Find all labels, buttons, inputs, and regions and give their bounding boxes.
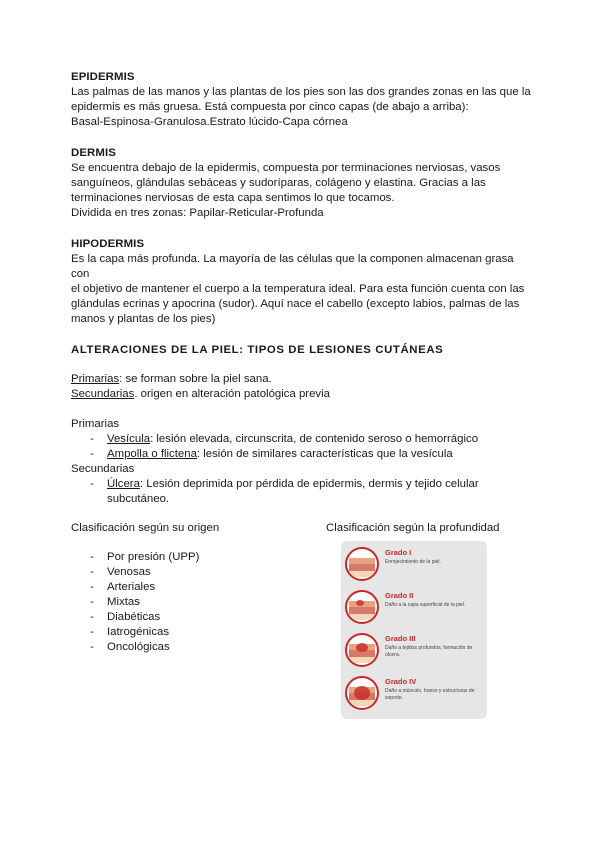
list-item bbox=[71, 447, 531, 462]
heading-epidermis: EPIDERMIS bbox=[71, 71, 135, 83]
classification-columns bbox=[71, 521, 531, 731]
list-item: - Iatrogénicas bbox=[71, 625, 301, 640]
grade-title: Grado III bbox=[385, 634, 416, 643]
skin-illustration-icon bbox=[345, 676, 379, 710]
paragraph-line: glándulas ecrinas y apocrina (sudor). Aquí nace el cabello (excepto labios, palmas de las bbox=[71, 298, 520, 310]
paragraph-line: epidermis es más gruesa. Está compuesta por cinco capas (de abajo a arriba): bbox=[71, 101, 469, 113]
list-item: - Venosas bbox=[71, 565, 301, 580]
heading-hipodermis: HIPODERMIS bbox=[71, 238, 145, 250]
skin-illustration-icon bbox=[345, 590, 379, 624]
paragraph-line: el objetivo de mantener el cuerpo a la temperatura ideal. Para esta función cuenta con las bbox=[71, 283, 525, 295]
list-primarias bbox=[71, 432, 531, 462]
heading-profundidad: Clasificación según la profundidad bbox=[326, 522, 500, 534]
skin-illustration-icon bbox=[345, 547, 379, 581]
paragraph-line: sanguíneos, glándulas sebáceas y sudoríparas, colágeno y elastina. Gracias a las bbox=[71, 177, 486, 189]
paragraph-line: Basal-Espinosa-Granulosa.Estrato lúcido-Capa córnea bbox=[71, 116, 348, 128]
section-epidermis bbox=[71, 70, 531, 130]
def-ampolla: : lesión de similares características que la vesícula bbox=[196, 448, 453, 460]
grade-title: Grado I bbox=[385, 548, 412, 557]
list-secundarias bbox=[71, 477, 531, 507]
term-vesicula: Vesícula bbox=[107, 433, 151, 445]
paragraph-line: manos y plantas de los pies) bbox=[71, 313, 216, 325]
paragraph-line: Las palmas de las manos y las plantas de los pies son las dos grandes zonas en las que la bbox=[71, 86, 531, 98]
list-item: - Mixtas bbox=[71, 595, 301, 610]
grade-description: Daño a la capa superficial de la piel. bbox=[385, 602, 466, 608]
term-primarias: Primarias bbox=[71, 373, 120, 385]
grade-item bbox=[345, 674, 483, 712]
definition-primarias bbox=[71, 372, 531, 387]
paragraph-line: Dividida en tres zonas: Papilar-Reticular-Profunda bbox=[71, 207, 324, 219]
lesion-examples bbox=[71, 417, 531, 507]
grade-title: Grado IV bbox=[385, 677, 417, 686]
def-ulcera-cont: subcutáneo. bbox=[107, 493, 170, 505]
def-vesicula: : lesión elevada, circunscrita, de contenido seroso o hemorrágico bbox=[150, 433, 479, 445]
skin-illustration-icon bbox=[345, 633, 379, 667]
paragraph-line: terminaciones nerviosas de esta capa sentimos lo que tocamos. bbox=[71, 192, 395, 204]
classification-origen bbox=[71, 521, 301, 655]
term-secundarias: Secundarias bbox=[71, 388, 135, 400]
classification-profundidad bbox=[326, 521, 526, 701]
paragraph-line: Se encuentra debajo de la epidermis, compuesta por terminaciones nerviosas, vasos bbox=[71, 162, 501, 174]
heading-origen: Clasificación según su origen bbox=[71, 522, 220, 534]
list-item: - Diabéticas bbox=[71, 610, 301, 625]
list-item: - Por presión (UPP) bbox=[71, 550, 301, 565]
document-page bbox=[71, 70, 531, 731]
def-secundarias: . origen en alteración patológica previa bbox=[134, 388, 330, 400]
paragraph-line: Es la capa más profunda. La mayoría de las células que la componen almacenan grasa con bbox=[71, 253, 514, 280]
def-ulcera: : Lesión deprimida por pérdida de epidermis, dermis y tejido celular bbox=[139, 478, 479, 490]
definition-secundarias bbox=[71, 387, 531, 402]
grade-item bbox=[345, 631, 483, 669]
subheading-secundarias: Secundarias bbox=[71, 463, 135, 475]
grade-description: Daño a tejidos profundos, formación de úlcera. bbox=[385, 645, 473, 658]
section-dermis bbox=[71, 146, 531, 221]
grade-title: Grado II bbox=[385, 591, 414, 600]
list-item bbox=[71, 477, 531, 507]
grade-item bbox=[345, 588, 483, 626]
term-ulcera: Úlcera bbox=[107, 478, 140, 490]
section-hipodermis bbox=[71, 237, 531, 327]
list-item bbox=[71, 432, 531, 447]
subheading-primarias: Primarias bbox=[71, 418, 120, 430]
list-origen bbox=[71, 550, 301, 655]
list-item: - Arteriales bbox=[71, 580, 301, 595]
grade-item bbox=[345, 545, 483, 583]
grades-figure bbox=[341, 541, 487, 719]
term-ampolla: Ampolla o flictena bbox=[107, 448, 197, 460]
heading-dermis: DERMIS bbox=[71, 147, 116, 159]
heading-alteraciones: ALTERACIONES DE LA PIEL: TIPOS DE LESIONES CUTÁNEAS bbox=[71, 344, 444, 356]
list-item: - Oncológicas bbox=[71, 640, 301, 655]
grade-description: Daño a músculo, hueso y estructuras de soporte. bbox=[385, 688, 475, 701]
lesion-types-definitions bbox=[71, 372, 531, 402]
grade-description: Enrojecimiento de la piel. bbox=[385, 559, 441, 565]
def-primarias: : se forman sobre la piel sana. bbox=[119, 373, 272, 385]
